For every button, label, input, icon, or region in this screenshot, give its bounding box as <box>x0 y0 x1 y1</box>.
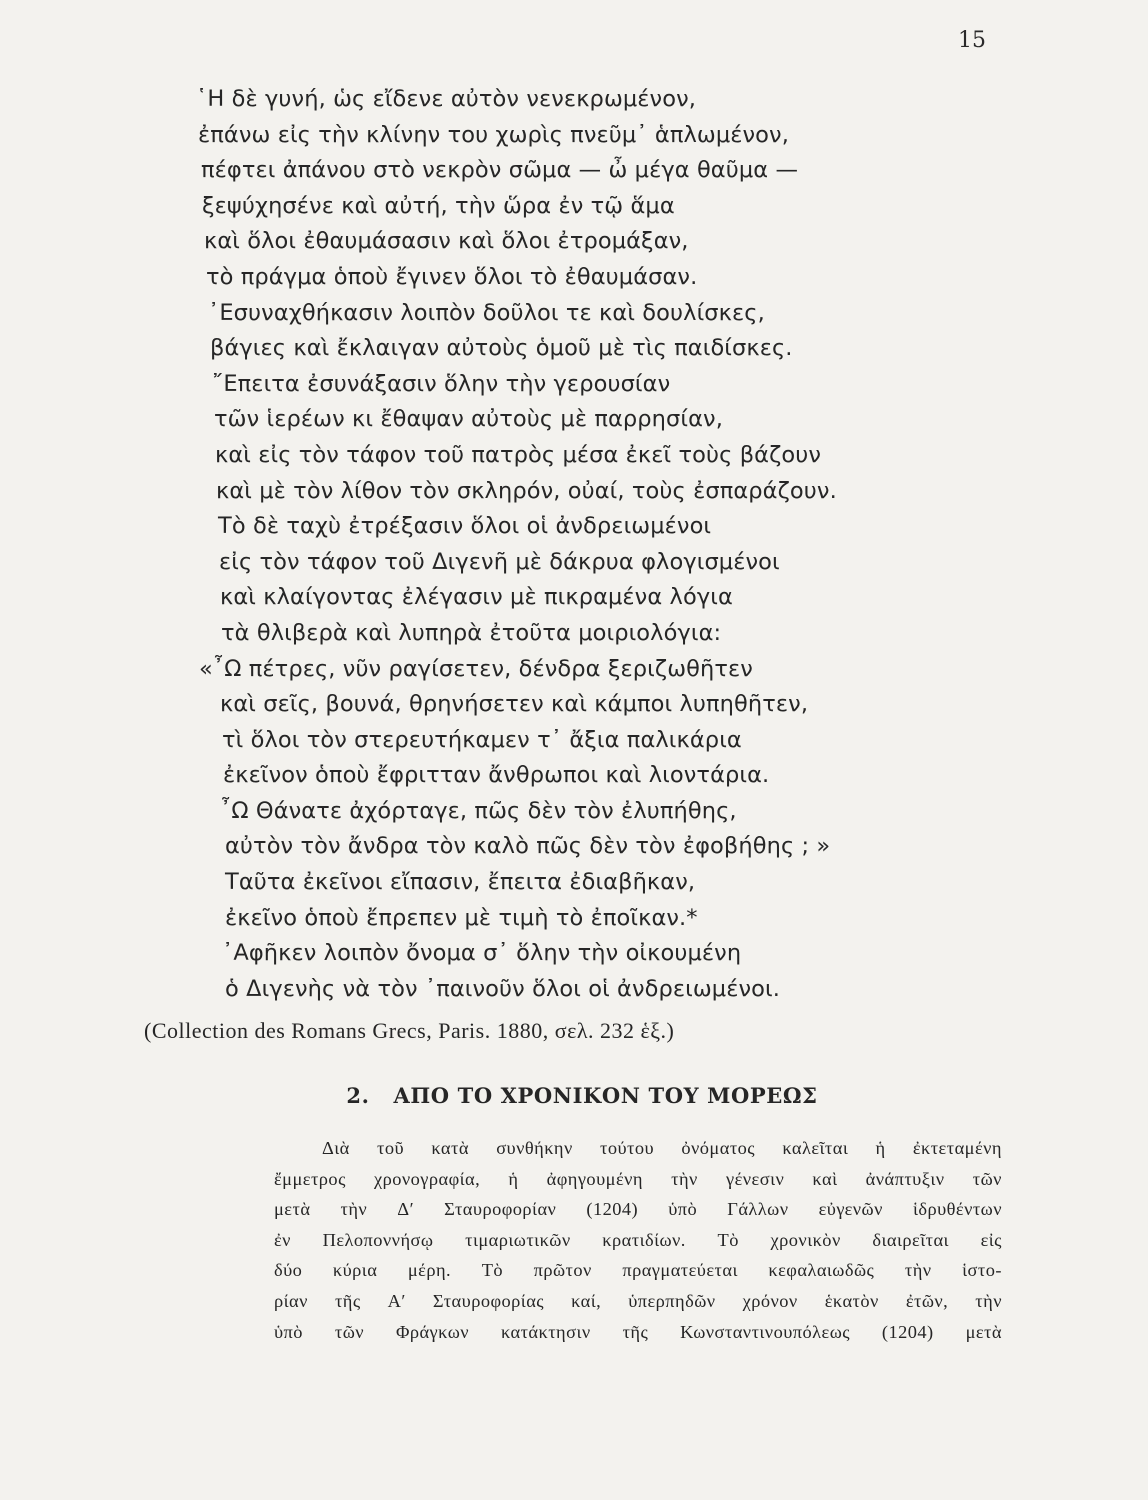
poem-line: ῎Επειτα ἐσυνάξασιν ὅλην τὴν γερουσίαν <box>212 370 671 397</box>
intro-word: ἀνάπτυξιν <box>865 1168 945 1189</box>
poem-line: Ταῦτα ἐκεῖνοι εἴπασιν, ἔπειτα ἐδιαβῆκαν, <box>225 869 696 896</box>
intro-word: ἱστο- <box>962 1260 1002 1281</box>
intro-word: ἀφηγουμένη <box>546 1168 643 1189</box>
intro-word: τῆς <box>622 1321 649 1342</box>
poem-line: εἰς τὸν τάφον τοῦ Διγενῆ μὲ δάκρυα φλογισμένοι <box>219 548 780 575</box>
poem-line: καὶ εἰς τὸν τάφον τοῦ πατρὸς μέσα ἐκεῖ τοὺς βάζουν <box>215 441 822 468</box>
intro-word: μετὰ <box>274 1199 311 1220</box>
intro-paragraph <box>274 1133 1002 1347</box>
intro-word: χρονικὸν <box>770 1229 841 1250</box>
intro-word: μετὰ <box>965 1321 1002 1342</box>
intro-word: μέρη. <box>407 1260 452 1281</box>
intro-word: συνθήκην <box>496 1138 573 1158</box>
intro-line <box>274 1133 1002 1164</box>
intro-word: εἰς <box>980 1229 1002 1250</box>
intro-word: καὶ <box>812 1168 838 1189</box>
poem-line: τὶ ὅλοι τὸν στερευτήκαμεν τ᾽ ἄξια παλικάρια <box>222 726 742 753</box>
intro-word: χρονογραφία, <box>374 1168 481 1189</box>
intro-word: ρίαν <box>274 1290 308 1311</box>
intro-word: διαιρεῖται <box>872 1229 949 1250</box>
intro-word: κεφαλαιωδῶς <box>768 1260 875 1281</box>
intro-word: ἔμμετρος <box>274 1168 346 1189</box>
intro-word: δύο <box>274 1260 303 1281</box>
intro-word: Α′ <box>387 1290 406 1311</box>
poem-line: ἐκεῖνο ὁποὺ ἔπρεπεν μὲ τιμὴ τὸ ἐποῖκαν.* <box>225 904 698 931</box>
intro-word: εὐγενῶν <box>818 1199 883 1220</box>
section-heading <box>0 1083 1148 1108</box>
section-number: 2. <box>346 1083 370 1108</box>
intro-word: (1204) <box>586 1199 639 1220</box>
intro-word: τῆς <box>334 1290 361 1311</box>
poem-line: τῶν ἱερέων κι ἔθαψαν αὐτοὺς μὲ παρρησίαν, <box>214 406 723 433</box>
intro-word: τὴν <box>904 1260 932 1281</box>
intro-word: Σταυροφορίας <box>432 1290 545 1311</box>
intro-line <box>274 1317 1002 1348</box>
intro-word: Φράγκων <box>395 1321 470 1342</box>
poem-line: βάγιες καὶ ἔκλαιγαν αὐτοὺς ὁμοῦ μὲ τὶς παιδίσκες. <box>210 335 793 362</box>
intro-word: τῶν <box>972 1168 1002 1189</box>
intro-line <box>274 1194 1002 1225</box>
poem-line: καὶ κλαίγοντας ἐλέγασιν μὲ πικραμένα λόγια <box>220 584 733 611</box>
intro-line <box>274 1286 1002 1317</box>
intro-word: Σταυροφορίαν <box>444 1199 557 1220</box>
poem-line: πέφτει ἀπάνου στὸ νεκρὸν σῶμα — ὦ μέγα θαῦμα — <box>201 157 799 184</box>
poem-line: καὶ ὅλοι ἐθαυμάσασιν καὶ ὅλοι ἐτρομάξαν, <box>204 228 689 255</box>
intro-word: ἡ <box>875 1138 886 1158</box>
intro-word: τὴν <box>340 1199 368 1220</box>
intro-word: Τὸ <box>481 1260 504 1281</box>
intro-word: (1204) <box>881 1321 934 1342</box>
poem-line: ὁ Διγενὴς νὰ τὸν ᾽παινοῦν ὅλοι οἱ ἀνδρειωμένοι. <box>225 975 780 1002</box>
intro-word: Γάλλων <box>727 1199 789 1220</box>
section-title: ΑΠΟ ΤΟ ΧΡΟΝΙΚΟΝ ΤΟΥ ΜΟΡΕΩΣ <box>393 1083 818 1108</box>
intro-word: τῶν <box>334 1321 365 1342</box>
intro-word: Διὰ <box>322 1138 350 1158</box>
intro-word: καλεῖται <box>782 1138 849 1158</box>
intro-word: καί, <box>571 1290 602 1311</box>
poem-line: «῏Ω πέτρες, νῦν ραγίσετεν, δένδρα ξεριζωθῆτεν <box>199 655 753 682</box>
poem-block <box>150 82 970 1007</box>
intro-word: Πελοποννήσῳ <box>322 1229 434 1250</box>
poem-line: τὰ θλιβερὰ καὶ λυπηρὰ ἐτοῦτα μοιριολόγια: <box>221 619 722 646</box>
intro-word: τὴν <box>975 1290 1002 1311</box>
intro-word: ἐν <box>274 1229 291 1250</box>
poem-line: ᾿Εσυναχθήκασιν λοιπὸν δοῦλοι τε καὶ δουλίσκες, <box>208 299 765 326</box>
intro-word: ἑκατὸν <box>824 1290 879 1311</box>
poem-line: καὶ σεῖς, βουνά, θρηνήσετεν καὶ κάμποι λυπηθῆτεν, <box>220 691 809 718</box>
intro-word: ἐκτεταμένη <box>912 1138 1002 1158</box>
intro-line <box>274 1255 1002 1286</box>
intro-word: ἡ <box>508 1168 519 1189</box>
intro-word: ὑπὸ <box>668 1199 698 1220</box>
citation: (Collection des Romans Grecs, Paris. 1880, σελ. 232 ἑξ.) <box>144 1018 675 1043</box>
poem-line: ἐπάνω εἰς τὴν κλίνην του χωρὶς πνεῦμ᾽ ἁπλωμένον, <box>198 121 789 148</box>
intro-word: ὑπὸ <box>274 1321 303 1342</box>
intro-word: τιμαριωτικῶν <box>465 1229 571 1250</box>
poem-line: ᾿Αφῆκεν λοιπὸν ὄνομα σ᾽ ὅλην τὴν οἰκουμένη <box>222 940 742 967</box>
page-number: 15 <box>958 28 986 53</box>
intro-word: τοῦ <box>377 1138 405 1158</box>
intro-word: ἱδρυθέντων <box>912 1199 1002 1220</box>
poem-line: ῏Ω Θάνατε ἀχόρταγε, πῶς δὲν τὸν ἐλυπήθης, <box>220 797 737 824</box>
intro-word: κύρια <box>332 1260 378 1281</box>
intro-word: γένεσιν <box>726 1168 785 1189</box>
intro-word: ὀνόματος <box>681 1138 756 1158</box>
poem-line: ξεψύχησένε καὶ αὐτή, τὴν ὥρα ἐν τῷ ἅμα <box>202 192 675 219</box>
poem-line: Τὸ δὲ ταχὺ ἐτρέξασιν ὅλοι οἱ ἀνδρειωμένοι <box>218 513 712 540</box>
intro-word: κατὰ <box>431 1138 469 1158</box>
poem-line: καὶ μὲ τὸν λίθον τὸν σκληρόν, οὐαί, τοὺς ἐσπαράζουν. <box>216 477 837 504</box>
intro-word: ὑπερπηδῶν <box>628 1290 716 1311</box>
intro-word: χρόνον <box>742 1290 798 1311</box>
intro-word: τούτου <box>600 1138 655 1158</box>
poem-line: ἐκεῖνον ὁποὺ ἔφριτταν ἄνθρωποι καὶ λιοντάρια. <box>223 762 770 789</box>
intro-word: πραγματεύεται <box>622 1260 738 1281</box>
intro-line <box>274 1225 1002 1256</box>
poem-line: αὐτὸν τὸν ἄνδρα τὸν καλὸ πῶς δὲν τὸν ἐφοβήθης ; » <box>225 833 831 860</box>
intro-word: Τὸ <box>717 1229 739 1250</box>
intro-word: κατάκτησιν <box>500 1321 591 1342</box>
poem-line: ῾Η δὲ γυνή, ὡς εἴδενε αὐτὸν νενεκρωμένον, <box>196 86 697 112</box>
intro-word: πρῶτον <box>533 1260 592 1281</box>
intro-word: κρατιδίων. <box>602 1229 686 1250</box>
intro-word: Κωνσταντινουπόλεως <box>680 1321 850 1342</box>
intro-line <box>274 1164 1002 1195</box>
intro-word: ἐτῶν, <box>905 1290 949 1311</box>
poem-line: τὸ πράγμα ὁποὺ ἔγινεν ὅλοι τὸ ἐθαυμάσαν. <box>206 263 698 290</box>
intro-word: Δ′ <box>397 1199 415 1220</box>
intro-word: τὴν <box>671 1168 698 1189</box>
